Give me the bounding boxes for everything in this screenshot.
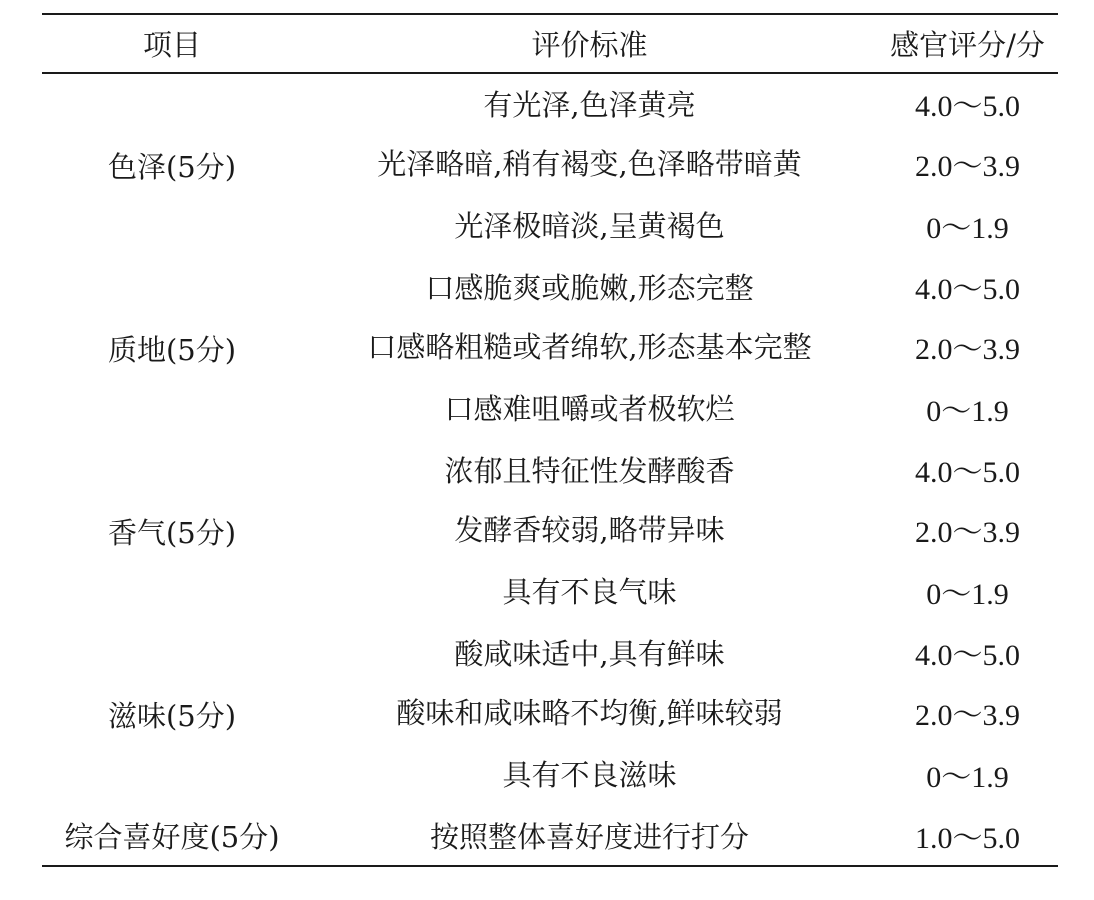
score-cell: 4.0～5.0 bbox=[915, 273, 1020, 307]
score-cell: 0～1.9 bbox=[926, 394, 1009, 428]
criteria-cell: 具有不良气味 bbox=[502, 575, 677, 609]
sensory-evaluation-table bbox=[42, 13, 1058, 867]
criteria-cell: 口感脆爽或脆嫩,形态完整 bbox=[425, 270, 754, 305]
table-bottom-rule bbox=[42, 865, 1058, 867]
table-row bbox=[42, 806, 1058, 866]
table-row bbox=[42, 74, 1058, 134]
score-cell: 2.0～3.9 bbox=[915, 515, 1020, 549]
score-cell: 2.0～3.9 bbox=[915, 149, 1020, 183]
header-criteria: 评价标准 bbox=[531, 28, 648, 62]
criteria-cell: 具有不良滋味 bbox=[502, 758, 677, 792]
item-cell-aroma: 香气(5分) bbox=[107, 515, 237, 550]
score-cell: 0～1.9 bbox=[926, 577, 1009, 611]
header-item: 项目 bbox=[142, 28, 201, 62]
header-score: 感官评分/分 bbox=[890, 28, 1045, 62]
score-cell: 1.0～5.0 bbox=[915, 822, 1020, 856]
criteria-cell: 口感难咀嚼或者极软烂 bbox=[444, 392, 735, 426]
score-cell: 4.0～5.0 bbox=[915, 456, 1020, 490]
score-cell: 0～1.9 bbox=[926, 211, 1009, 245]
criteria-cell: 发酵香较弱,略带异味 bbox=[454, 513, 725, 548]
item-cell-color: 色泽(5分) bbox=[107, 149, 237, 184]
item-cell-overall: 综合喜好度(5分) bbox=[64, 819, 280, 854]
criteria-cell: 光泽极暗淡,呈黄褐色 bbox=[454, 209, 725, 243]
table-row bbox=[42, 257, 1058, 317]
score-cell: 4.0～5.0 bbox=[915, 90, 1020, 124]
criteria-cell: 浓郁且特征性发酵酸香 bbox=[444, 453, 735, 488]
score-cell: 2.0～3.9 bbox=[915, 332, 1020, 366]
table-row bbox=[42, 623, 1058, 683]
item-cell-texture: 质地(5分) bbox=[107, 332, 237, 367]
table-row bbox=[42, 440, 1058, 500]
criteria-cell: 有光泽,色泽黄亮 bbox=[483, 87, 696, 122]
criteria-cell: 光泽略暗,稍有褐变,色泽略带暗黄 bbox=[377, 147, 802, 182]
table-header-row bbox=[42, 15, 1058, 72]
score-cell: 4.0～5.0 bbox=[915, 639, 1020, 673]
item-cell-taste: 滋味(5分) bbox=[107, 698, 237, 733]
criteria-cell: 酸咸味适中,具有鲜味 bbox=[454, 636, 725, 671]
criteria-cell: 酸味和咸味略不均衡,鲜味较弱 bbox=[396, 696, 783, 731]
criteria-cell: 口感略粗糙或者绵软,形态基本完整 bbox=[367, 330, 812, 365]
score-cell: 0～1.9 bbox=[926, 760, 1009, 794]
criteria-cell: 按照整体喜好度进行打分 bbox=[429, 819, 749, 854]
score-cell: 2.0～3.9 bbox=[915, 698, 1020, 732]
